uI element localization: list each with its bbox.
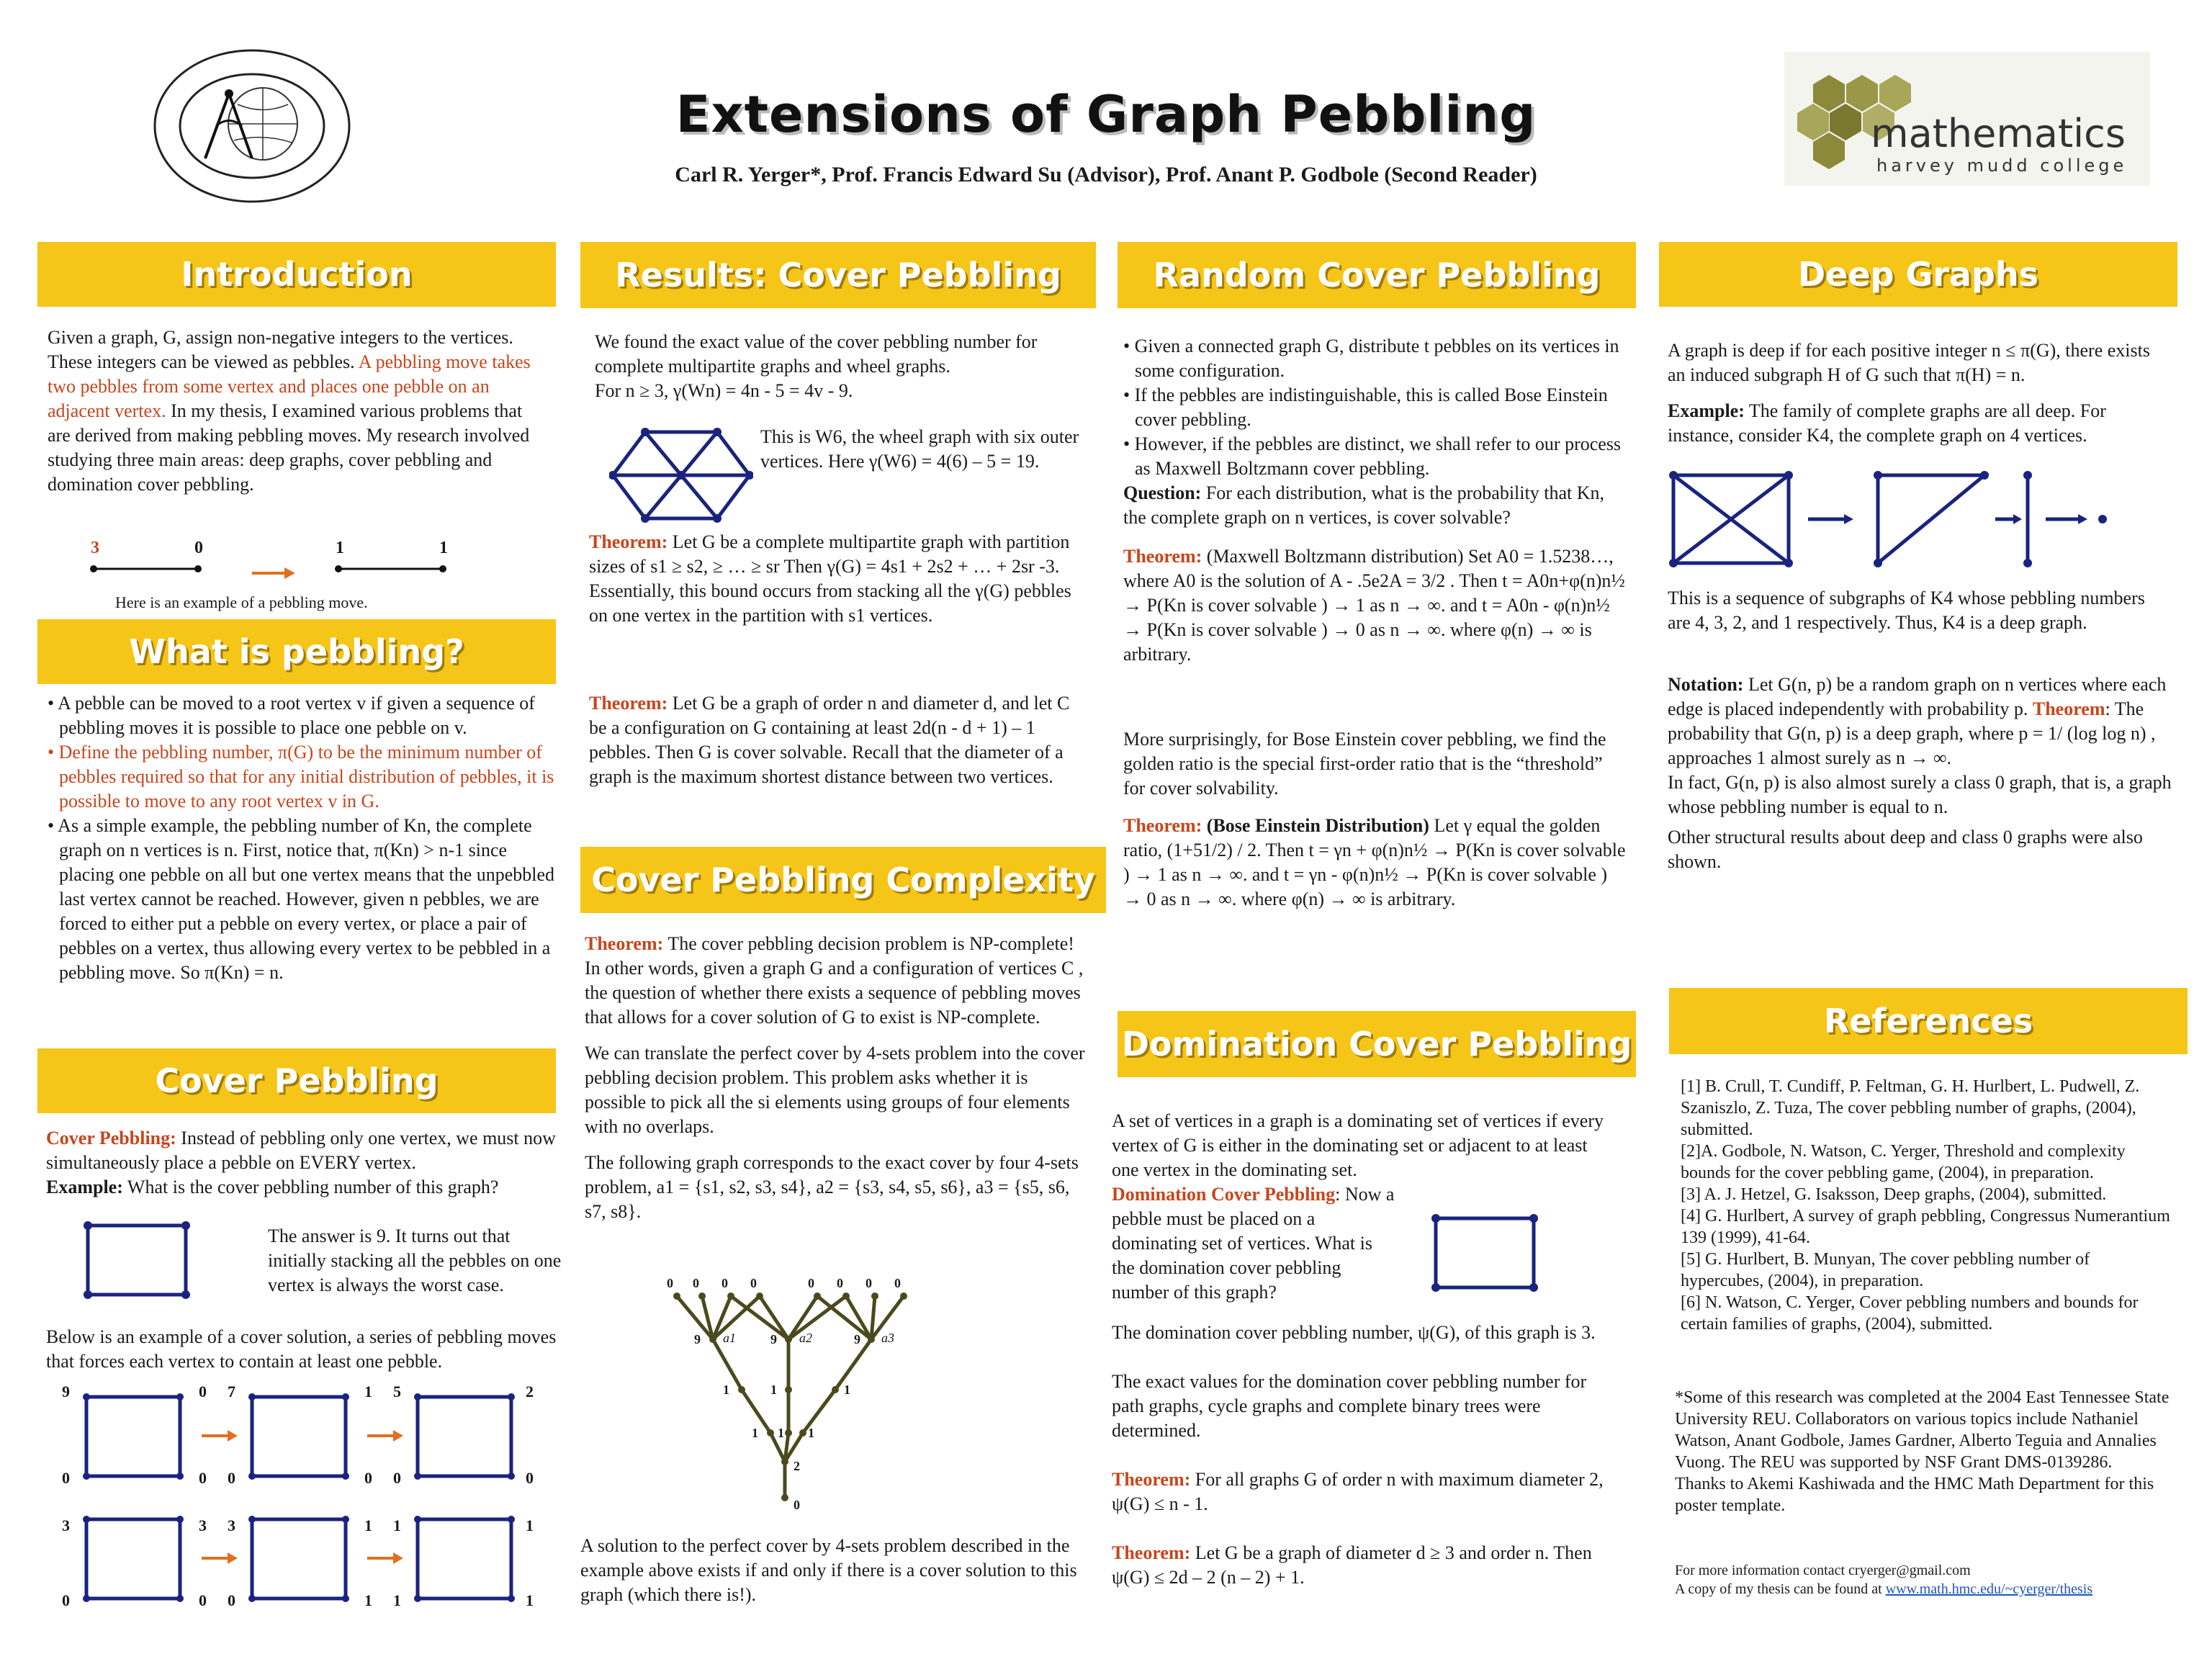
grid-label: 1 — [364, 1591, 372, 1609]
tree-top-label: 0 — [894, 1276, 901, 1290]
tree-one-label: 1 — [723, 1382, 729, 1397]
results-p1: We found the exact value of the cover pebbling number for complete multipartite graphs and wheel graphs. — [595, 331, 1038, 377]
tree-one-label: 1 — [808, 1426, 814, 1440]
complexity-p2: We can translate the perfect cover by 4-sets problem into the cover pebbling decision problem. This problem asks whether it is possible to pick all the si elements using groups of four elements with no overlaps. — [585, 1043, 1085, 1137]
grid-label: 9 — [62, 1382, 70, 1401]
intro-text — [48, 325, 537, 497]
logo-word: mathematics — [1871, 111, 2126, 156]
complexity-t-label: Theorem: — [585, 933, 664, 954]
results-t2: Let G be a graph of order n and diameter d, and let C be a configuration on G containing at least 2d(n - d + 1) – 1 pebbles. Then G is cover solvable. Recall that the diameter of a graph is the maximum shortest distance between two vertices. — [589, 693, 1070, 787]
tree-top-label: 0 — [837, 1276, 843, 1290]
w6-caption: This is W6, the wheel graph with six outer vertices. Here γ(W6) = 4(6) – 5 = 19. — [760, 426, 1079, 472]
deep-p3: In fact, G(n, p) is also almost surely a class 0 graph, that is, a graph whose pebbling number is equal to n. — [1668, 772, 2172, 817]
ack-text: *Some of this research was completed at the 2004 East Tennessee State University REU. Collaborators on various topics include Nathaniel Watson, Anant Godbole, James Gardner, Alberto Teguia and Annalies Vuong. The REU was supported by NSF Grant DMS-0139286. — [1675, 1388, 2170, 1472]
tree-top-label: 0 — [667, 1276, 673, 1290]
grid-label: 1 — [526, 1516, 534, 1534]
domination-d-text: : Now a pebble must be placed on a dominating set of vertices. What is the domination cover pebbling number of this graph? — [1112, 1184, 1395, 1303]
intro-header: Introduction — [37, 242, 556, 307]
tree-a-label: a3 — [881, 1331, 894, 1345]
move-label-3: 1 — [336, 539, 344, 557]
grid-label: 0 — [364, 1469, 372, 1487]
deep-p4: Other structural results about deep and class 0 graphs were also shown. — [1668, 827, 2143, 872]
tree-mid-label: 9 — [694, 1332, 701, 1346]
thanks-text: Thanks to Akemi Kashiwada and the HMC Math Department for this poster template. — [1675, 1475, 2154, 1515]
tree-top-label: 0 — [866, 1276, 872, 1290]
poster-authors: Carl R. Yerger*, Prof. Francis Edward Su (Advisor), Prof. Anant P. Godbole (Second Reader) — [675, 163, 1537, 186]
tree-top-label: 0 — [721, 1276, 728, 1290]
deep-p1: A graph is deep if for each positive integer n ≤ π(G), there exists an induced subgraph H of G such that π(H) = n. — [1668, 340, 2150, 385]
random-q: For each distribution, what is the probability that Kn, the complete graph on n vertices, is cover solvable? — [1123, 482, 1604, 528]
references-header: References — [1669, 988, 2188, 1054]
results-t2-label: Theorem: — [589, 693, 668, 714]
random-b3: • However, if the pebbles are distinct, we shall refer to our process as Maxwell Boltzmann cover pebbling. — [1123, 432, 1627, 481]
cover-solution-grid — [58, 1382, 562, 1613]
grid-label: 2 — [526, 1382, 534, 1401]
random-theorem-2 — [1123, 814, 1627, 912]
grid-label: 3 — [228, 1516, 235, 1534]
grid-label: 0 — [199, 1591, 207, 1609]
grid-label: 3 — [62, 1516, 70, 1534]
tree-one-label: 1 — [752, 1426, 758, 1440]
exact-cover-tree — [662, 1276, 965, 1519]
move-label-1: 3 — [91, 539, 99, 557]
tree-two-label: 2 — [793, 1459, 800, 1473]
reference-item: [6] N. Watson, C. Yerger, Cover pebbling numbers and bounds for certain families of graphs, (2004), submitted. — [1681, 1293, 2139, 1334]
grid-label: 0 — [62, 1591, 70, 1609]
random-text — [1123, 334, 1627, 530]
what-is-b2: • Define the pebbling number, π(G) to be the minimum number of pebbles required so that for any initial distribution of pebbles, it is possible to move to any root vertex v in G. — [48, 740, 559, 814]
reference-item: [5] G. Hurlbert, B. Munyan, The cover pebbling number of hypercubes, (2004), in preparation. — [1681, 1250, 2090, 1290]
random-header: Random Cover Pebbling — [1118, 242, 1636, 308]
grid-label: 1 — [393, 1591, 401, 1609]
what-is-text — [48, 691, 559, 985]
results-p1b: For n ≥ 3, γ(Wn) = 4n - 5 = 4v - 9. — [595, 380, 853, 401]
references-list — [1681, 1076, 2170, 1335]
domination-t1-label: Theorem: — [1112, 1469, 1191, 1490]
thesis-link[interactable]: www.math.hmc.edu/~cyerger/thesis — [1885, 1581, 2093, 1597]
poster-title: Extensions of Graph Pebbling — [675, 85, 1537, 144]
results-theorem-1 — [589, 530, 1086, 628]
tree-mid-label: 9 — [854, 1332, 860, 1346]
deep-header: Deep Graphs — [1659, 242, 2177, 307]
move-caption: Here is an example of a pebbling move. — [115, 593, 368, 611]
cover-ex-label: Example: — [46, 1177, 123, 1197]
domination-text-2 — [1112, 1321, 1616, 1601]
grid-label: 5 — [393, 1382, 401, 1401]
grid-label: 3 — [199, 1516, 207, 1534]
complexity-p4: A solution to the perfect cover by 4-sets problem described in the example above exists if and only if there is a cover solution to this graph (which there is!). — [580, 1535, 1077, 1605]
cover-answer: The answer is 9. It turns out that initially stacking all the pebbles on one vertex is always the worst case. — [268, 1226, 562, 1295]
cover-label: Cover Pebbling: — [46, 1128, 176, 1148]
deep-p2: This is a sequence of subgraphs of K4 whose pebbling numbers are 4, 3, 2, and 1 respectively. Thus, K4 is a deep graph. — [1668, 588, 2145, 633]
cover-text — [46, 1126, 565, 1200]
reference-item: [4] G. Hurlbert, A survey of graph pebbling, Congressus Numerantium 139 (1999), 41-64. — [1681, 1207, 2170, 1247]
wheel-graph-w6 — [609, 425, 753, 526]
reference-item: [1] B. Crull, T. Cundiff, P. Feltman, G. H. Hurlbert, L. Pudwell, Z. Szaniszlo, Z. Tuza, The cover pebbling number of graphs, (2004), submitted. — [1681, 1077, 2140, 1139]
copy-text: A copy of my thesis can be found at — [1675, 1581, 1886, 1597]
domination-d-label: Domination Cover Pebbling — [1112, 1184, 1336, 1205]
domination-t2-label: Theorem: — [1112, 1542, 1191, 1563]
random-b1: • Given a connected graph G, distribute t pebbles on its vertices in some configuration. — [1123, 334, 1627, 383]
square-graph — [79, 1217, 194, 1303]
what-is-b3: • As a simple example, the pebbling number of Kn, the complete graph on n vertices is n. First, notice that, π(Kn) > n-1 since placing one pebble on all but one vertex means that the unpebbled last vertex cannot be reached. However, given n pebbles, we are forced to either put a pebble on every vertex, or place a pair of pebbles on a vertex, thus allowing every vertex to be pebbled in a pebbling move. So π(Kn) = n. — [48, 814, 559, 985]
grid-label: 0 — [393, 1469, 401, 1487]
tree-one-label: 1 — [778, 1426, 784, 1440]
cover-header: Cover Pebbling — [37, 1048, 556, 1113]
grid-label: 1 — [364, 1516, 372, 1534]
complexity-t: The cover pebbling decision problem is NP-complete! In other words, given a graph G and a configuration of vertices C , the question of whether there exists a sequence of pebbling moves that allows for a cover solution of G to exist is NP-complete. — [585, 933, 1084, 1028]
intro-p1b: In my thesis, I examined various problems that are derived from making pebbling moves. My research involved studying three main areas: deep graphs, cover pebbling and domination cover pebbling. — [48, 400, 530, 495]
tree-top-label: 0 — [693, 1276, 699, 1290]
tree-one-label: 1 — [770, 1382, 777, 1397]
grid-label: 1 — [364, 1382, 372, 1401]
domination-p1: A set of vertices in a graph is a dominating set of vertices if every vertex of G is either in the dominating set or adjacent to at least one vertex in the dominating set. — [1112, 1110, 1604, 1180]
domination-header: Domination Cover Pebbling — [1118, 1011, 1636, 1077]
random-t2-label: Theorem: — [1123, 815, 1202, 836]
random-t2: Let γ equal the golden ratio, (1+51/2) / 2. Then t = γn + φ(n)n½ → P(Kn is cover solvable ) → 1 as n → ∞. and t = γn - φ(n)n½ → P(Kn is cover solvable ) → 0 as n → ∞. where φ(n) → ∞ is arbitrary. — [1123, 815, 1626, 909]
grid-label: 7 — [228, 1382, 235, 1401]
deep-t-label: Theorem — [2032, 698, 2105, 719]
complexity-text — [585, 932, 1089, 1236]
grid-label: 0 — [526, 1469, 534, 1487]
acknowledgements — [1675, 1387, 2179, 1516]
random-t2-bold: (Bose Einstein Distribution) — [1206, 815, 1429, 836]
results-t1-label: Theorem: — [589, 531, 668, 552]
tree-one-label: 1 — [844, 1382, 850, 1397]
random-q-label: Question: — [1123, 482, 1202, 503]
intro-p1-red: A pebbling move takes two pebbles from some vertex and places one pebble on an adjacent vertex. — [48, 351, 531, 421]
deep-n-label: Notation: — [1668, 674, 1744, 695]
deep-n: Let G(n, p) be a random graph on n vertices where each edge is placed independently with probability p. — [1668, 674, 2167, 719]
random-theorem-1 — [1123, 544, 1627, 667]
tree-top-label: 0 — [808, 1276, 814, 1290]
tree-a-label: a2 — [799, 1331, 812, 1345]
complexity-p3: The following graph corresponds to the exact cover by four 4-sets problem, a1 = {s1, s2, s3, s4}, a2 = {s3, s4, s5, s6}, a3 = {s5, s6, s7, s8}. — [585, 1152, 1079, 1222]
complexity-header: Cover Pebbling Complexity — [580, 847, 1106, 913]
deep-ex-label: Example: — [1668, 400, 1745, 421]
what-is-header: What is pebbling? — [37, 619, 556, 684]
math-dept-logo — [1784, 52, 2150, 186]
results-header: Results: Cover Pebbling — [580, 242, 1096, 308]
domination-p2: The domination cover pebbling number, ψ(G), of this graph is 3. — [1112, 1322, 1596, 1343]
random-b2: • If the pebbles are indistinguishable, this is called Bose Einstein cover pebbling. — [1123, 383, 1627, 432]
random-t1-label: Theorem: — [1123, 546, 1202, 567]
logo-sub: harvey mudd college — [1876, 156, 2128, 176]
reference-item: [2]A. Godbole, N. Watson, C. Yerger, Threshold and complexity bounds for the cover pebbling game, (2004), in preparation. — [1681, 1142, 2126, 1182]
what-is-b1: • A pebble can be moved to a root vertex v if given a sequence of pebbling moves it is possible to place one pebble on v. — [48, 691, 559, 740]
domination-t2: Let G be a graph of diameter d ≥ 3 and order n. Then ψ(G) ≤ 2d – 2 (n – 2) + 1. — [1112, 1542, 1592, 1588]
tree-a-label: a1 — [723, 1331, 736, 1345]
grid-label: 0 — [199, 1469, 207, 1487]
results-t1: Let G be a complete multipartite graph with partition sizes of s1 ≥ s2, ≥ … ≥ sr Then γ(G) = 4s1 + 2s2 + … + 2sr -3. Essentially, this bound occurs from stacking all the γ(G) pebbles on one vertex in the partition with s1 vertices. — [589, 531, 1071, 626]
random-t1: (Maxwell Boltzmann distribution) Set A0 = 1.5238…, where A0 is the solution of A - .5e2A = 3/2 . Then t = A0n+φ(n)n½ → P(Kn is cover solvable ) → 1 as n → ∞. and t = A0n - φ(n)n½ → P(Kn is cover solvable ) → 0 as n → ∞. where φ(n) → ∞ is arbitrary. — [1123, 546, 1625, 665]
grid-label: 0 — [228, 1591, 235, 1609]
reference-item: [3] A. J. Hetzel, G. Isaksson, Deep graphs, (2004), submitted. — [1681, 1185, 2107, 1204]
k4-subgraph-sequence — [1668, 467, 2128, 575]
domination-t1: For all graphs G of order n with maximum diameter 2, ψ(G) ≤ n - 1. — [1112, 1469, 1604, 1514]
grid-label: 1 — [393, 1516, 401, 1534]
deep-ex: The family of complete graphs are all deep. For instance, consider K4, the complete graph on 4 vertices. — [1668, 400, 2106, 446]
intro-p1a: Given a graph, G, assign non-negative integers to the vertices. These integers can be viewed as pebbles. — [48, 327, 513, 372]
domination-p3: The exact values for the domination cover pebbling number for path graphs, cycle graphs and complete binary trees were determined. — [1112, 1371, 1587, 1441]
deep-t: : The probability that G(n, p) is a deep graph, where p = 1/ (log log n) , approaches 1 almost surely as n → ∞. — [1668, 698, 2156, 768]
domination-d — [1112, 1182, 1400, 1305]
grid-label: 0 — [228, 1469, 235, 1487]
move-label-4: 1 — [439, 539, 448, 557]
cover-ex: What is the cover pebbling number of this graph? — [127, 1177, 499, 1197]
tree-mid-label: 9 — [770, 1332, 777, 1346]
move-label-2: 0 — [194, 539, 203, 557]
cover-below: Below is an example of a cover solution, a series of pebbling moves that forces each vertex to contain at least one pebble. — [46, 1326, 557, 1372]
contact-text: For more information contact cryerger@gmail.com — [1675, 1563, 1971, 1578]
grid-label: 1 — [526, 1591, 534, 1609]
pebbling-move-diagram — [79, 539, 468, 596]
random-p2: More surprisingly, for Bose Einstein cover pebbling, we find the golden ratio is the special first-order ratio that is the “threshold” for cover solvability. — [1123, 729, 1606, 799]
grid-label: 0 — [62, 1469, 70, 1487]
grid-label: 0 — [199, 1382, 207, 1401]
tree-top-label: 0 — [750, 1276, 757, 1290]
deep-text-2 — [1668, 586, 2172, 886]
contact-info — [1675, 1561, 2179, 1599]
cover-p1: Instead of pebbling only one vertex, we must now simultaneously place a pebble on EVERY vertex. — [46, 1128, 556, 1173]
deep-text — [1668, 338, 2172, 459]
tree-root-label: 0 — [793, 1498, 800, 1512]
results-text — [595, 330, 1092, 403]
domination-square-graph — [1427, 1210, 1542, 1296]
results-theorem-2 — [589, 691, 1086, 789]
